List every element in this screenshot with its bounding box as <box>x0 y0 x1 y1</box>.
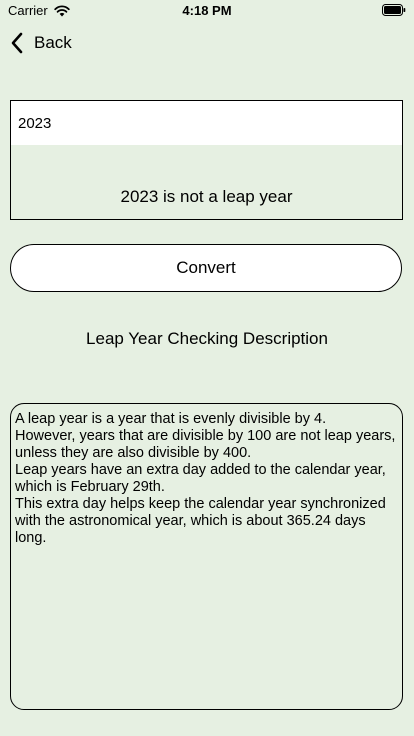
description-heading: Leap Year Checking Description <box>86 329 328 348</box>
convert-button[interactable]: Convert <box>10 244 402 292</box>
carrier-label: Carrier <box>8 3 48 18</box>
back-button[interactable] <box>10 30 72 56</box>
chevron-left-icon <box>10 32 24 54</box>
description-textview[interactable]: A leap year is a year that is evenly divisible by 4. However, years that are divisible by 100 are not leap years, unless they are also divisible by 400. Leap years have an extra day added to the calendar year, which is February 29th. This extra day helps keep the calendar year synchronized with the astronomical year, which is about 365.24 days long. <box>10 403 403 710</box>
status-bar <box>0 0 414 22</box>
back-label: Back <box>34 33 72 52</box>
status-time: 4:18 PM <box>182 3 232 18</box>
converter-card <box>10 100 403 220</box>
battery-icon <box>382 4 406 16</box>
year-input[interactable] <box>11 101 402 145</box>
result-text: 2023 is not a leap year <box>120 187 293 206</box>
